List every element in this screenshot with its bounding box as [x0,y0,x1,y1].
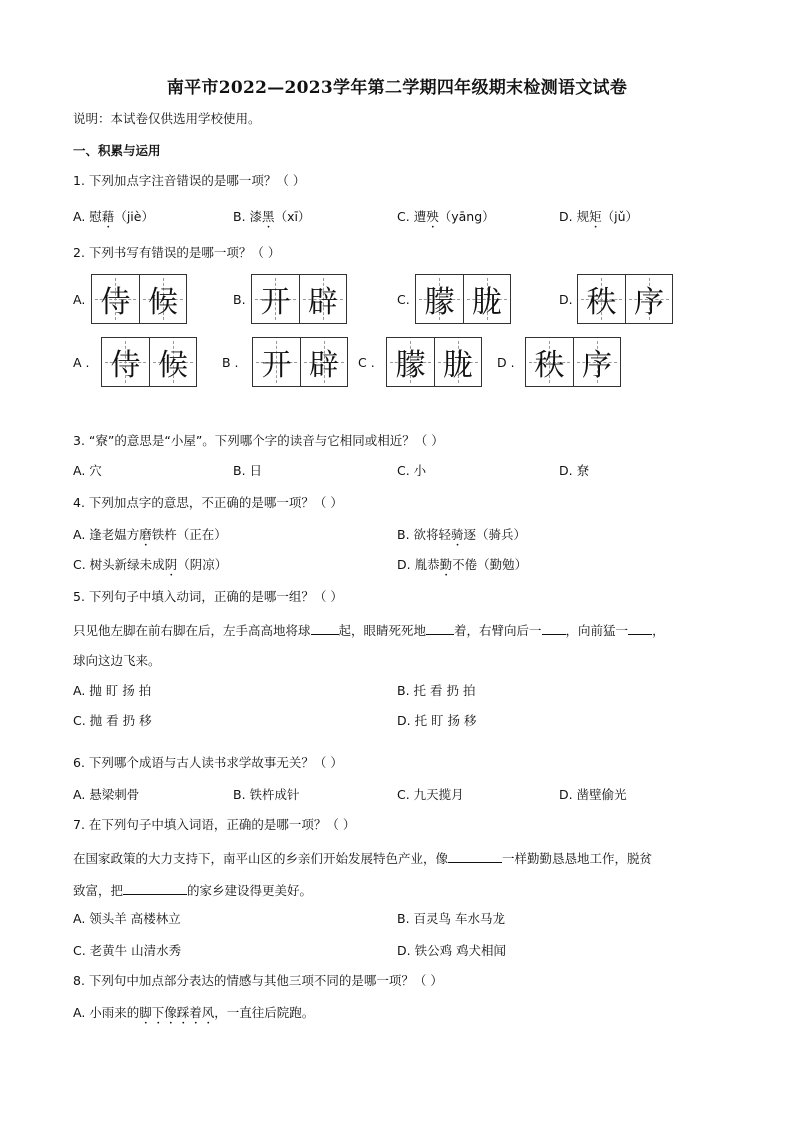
writing-cell: 辟 [300,338,347,386]
question-3-stem: 3. “寮”的意思是“小屋”。下列哪个字的读音与它相同或相近？（ ） [73,433,444,448]
blank-4[interactable] [628,620,652,635]
writing-cell: 候 [139,275,186,323]
writing-cell: 开 [253,338,300,386]
question-7-option-b[interactable]: B. 百灵鸟 车水马龙 [397,911,505,926]
question-4-option-a[interactable]: A. 逢老媪方磨铁杵（正在） [73,527,227,542]
question-2-label-d: D. [559,292,573,307]
question-6-option-d[interactable]: D. 凿壁偷光 [559,787,627,802]
question-7-option-a[interactable]: A. 领头羊 高楼林立 [73,911,181,926]
blank-1[interactable] [311,620,339,635]
question-8-stem: 8. 下列句中加点部分表达的情感与其他三项不同的是哪一项？（ ） [73,973,443,988]
blank-3[interactable] [542,620,566,635]
question-5-option-c[interactable]: C. 抛 看 扔 移 [73,713,152,728]
question-3-option-d[interactable]: D. 尞 [559,463,590,478]
question-2-option-a-alt-grid[interactable] [101,337,197,387]
question-7-option-d[interactable]: D. 铁公鸡 鸡犬相闻 [397,943,507,958]
question-1-option-a[interactable]: A. 慰藉（jiè） [73,209,154,224]
question-1-stem: 1. 下列加点字注音错误的是哪一项？（ ） [73,173,306,188]
question-4-option-d[interactable]: D. 胤恭勤不倦（勤勉） [397,557,528,572]
writing-cell: 朦 [387,338,434,386]
question-6-stem: 6. 下列哪个成语与古人读书求学故事无关？（ ） [73,755,343,770]
question-2-label-c-alt: C . [358,355,375,370]
question-4-option-c[interactable]: C. 树头新绿未成阴（阴凉） [73,557,228,572]
question-5-stem: 5. 下列句子中填入动词，正确的是哪一组？（ ） [73,589,343,604]
exam-note: 说明：本试卷仅供选用学校使用。 [73,111,261,126]
writing-cell: 胧 [434,338,481,386]
writing-cell: 侍 [92,275,139,323]
question-2-option-b-alt-grid[interactable] [252,337,348,387]
question-7-passage-line-2: 致富，把 的家乡建设得更美好。 [73,880,312,900]
question-4-stem: 4. 下列加点字的意思，不正确的是哪一项？（ ） [73,495,343,510]
writing-cell: 秩 [526,338,573,386]
question-5-option-b[interactable]: B. 托 看 扔 拍 [397,683,476,698]
writing-cell: 候 [149,338,196,386]
question-2-label-d-alt: D . [497,355,515,370]
writing-cell: 序 [573,338,620,386]
blank-2[interactable] [123,880,187,895]
question-2-label-b-alt: B . [222,355,239,370]
question-2-option-d-alt-grid[interactable] [525,337,621,387]
question-3-option-b[interactable]: B. 日 [233,463,263,478]
writing-cell: 朦 [416,275,463,323]
page-title: 南平市2022—2023学年第二学期四年级期末检测语文试卷 [166,78,628,98]
question-1-option-b[interactable]: B. 漆黑（xī） [233,209,311,224]
question-7-option-c[interactable]: C. 老黄牛 山清水秀 [73,943,182,958]
question-7-passage-line-1: 在国家政策的大力支持下，南平山区的乡亲们开始发展特色产业，像 一样勤勤恳恳地工作，脱贫 [73,848,652,868]
blank-2[interactable] [426,620,454,635]
question-5-option-d[interactable]: D. 托 盯 扬 移 [397,713,477,728]
question-3-option-a[interactable]: A. 穴 [73,463,102,478]
section-heading: 一、积累与运用 [73,143,161,158]
question-1-option-d[interactable]: D. 规矩（jǔ） [559,209,639,224]
question-6-option-c[interactable]: C. 九天揽月 [397,787,464,802]
question-2-stem: 2. 下列书写有错误的是哪一项？（ ） [73,245,281,260]
writing-cell: 侍 [102,338,149,386]
question-5-passage-line-2: 球向这边飞来。 [73,653,161,668]
question-2-option-a-grid[interactable] [91,274,187,324]
question-2-label-a: A. [73,292,86,307]
question-2-label-b: B. [233,292,246,307]
question-3-option-c[interactable]: C. 小 [397,463,427,478]
question-6-option-b[interactable]: B. 铁杵成针 [233,787,300,802]
question-8-option-a[interactable]: A. 小雨来的脚下像踩着风，一直往后院跑。 [73,1005,315,1020]
question-2-label-a-alt: A . [73,355,90,370]
question-2-option-d-grid[interactable] [577,274,673,324]
writing-cell: 胧 [463,275,510,323]
question-2-option-c-grid[interactable] [415,274,511,324]
writing-cell: 辟 [299,275,346,323]
question-2-option-b-grid[interactable] [251,274,347,324]
question-4-option-b[interactable]: B. 欲将轻骑逐（骑兵） [397,527,527,542]
question-6-option-a[interactable]: A. 悬梁刺骨 [73,787,140,802]
question-5-passage-line-1: 只见他左脚在前右脚在后，左手高高地将球 起，眼睛死死地 着，右臂向后一 ，向前猛一 ， [73,620,665,640]
writing-cell: 秩 [578,275,625,323]
blank-1[interactable] [448,848,502,863]
writing-cell: 序 [625,275,672,323]
question-5-option-a[interactable]: A. 抛 盯 扬 拍 [73,683,152,698]
question-2-option-c-alt-grid[interactable] [386,337,482,387]
question-1-option-c[interactable]: C. 遭殃（yāng） [397,209,495,224]
question-2-label-c: C. [397,292,410,307]
question-7-stem: 7. 在下列句子中填入词语，正确的是哪一项？（ ） [73,817,356,832]
writing-cell: 开 [252,275,299,323]
